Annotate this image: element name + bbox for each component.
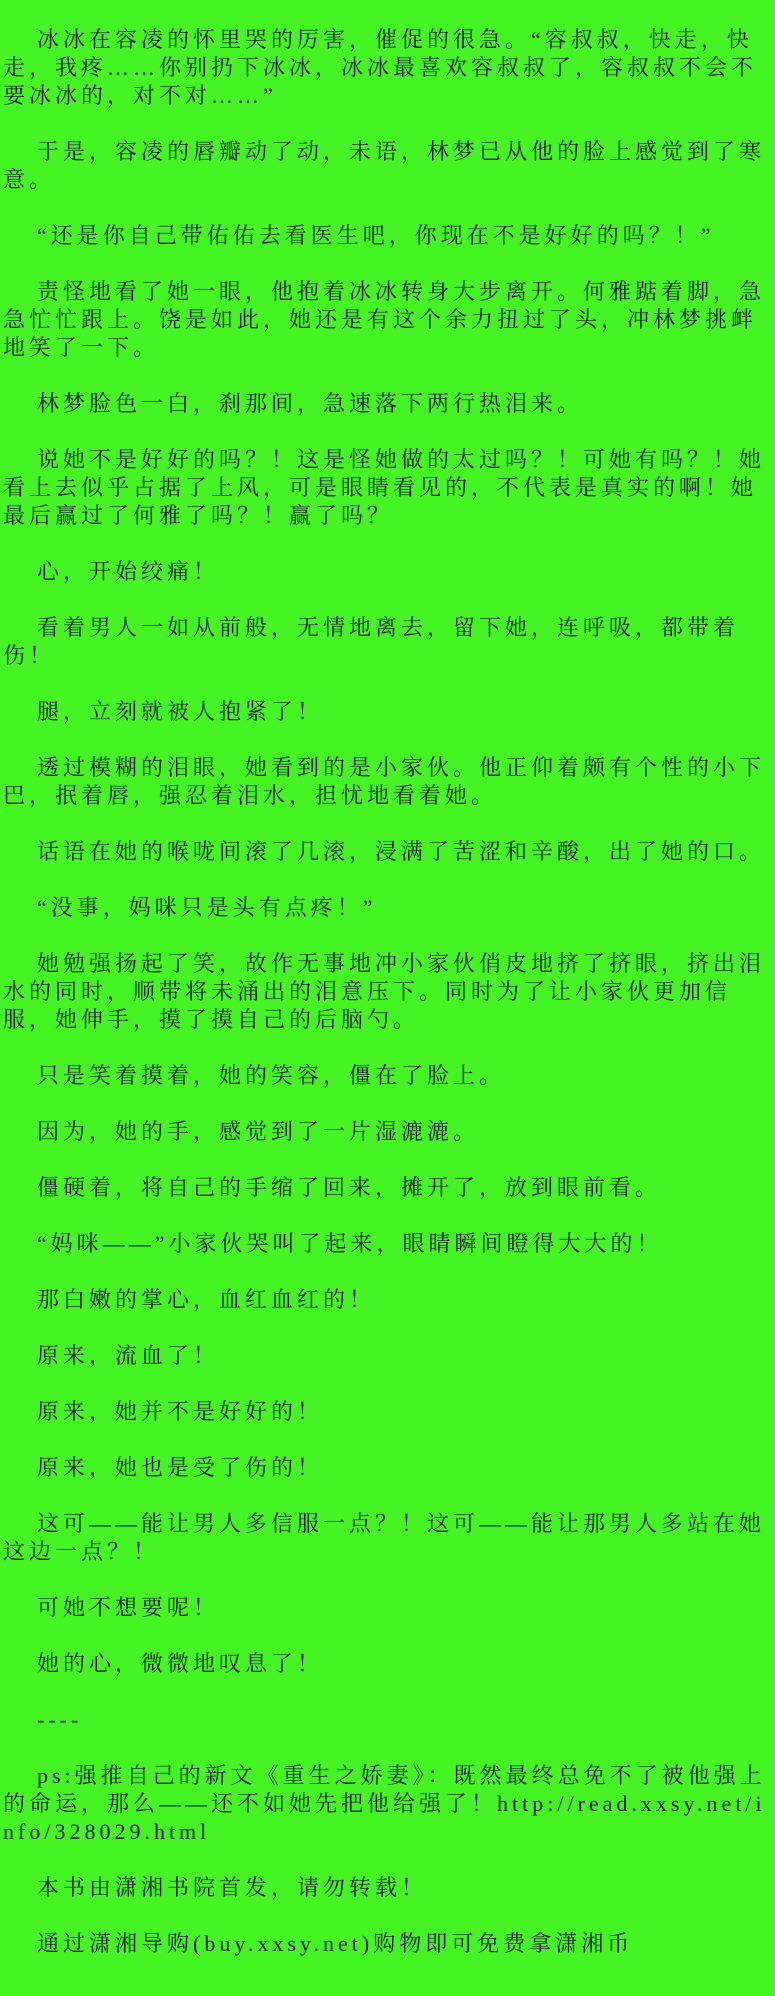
- paragraph: 通过潇湘导购(buy.xxsy.net)购物即可免费拿潇湘币: [37, 1931, 634, 1956]
- paragraph: “没事，妈咪只是头有点疼！”: [37, 895, 377, 920]
- paragraph: 原来，她并不是好好的！: [37, 1399, 324, 1424]
- paragraph: ----: [37, 1707, 83, 1732]
- paragraph: 那白嫩的掌心，血红血红的！: [37, 1287, 376, 1312]
- paragraph: “妈咪——”小家伙哭叫了起来，眼睛瞬间瞪得大大的！: [37, 1231, 663, 1256]
- paragraph: 她的心，微微地叹息了！: [37, 1651, 324, 1676]
- paragraph: 原来，流血了！: [37, 1343, 220, 1368]
- paragraph: 可她不想要呢！: [37, 1595, 220, 1620]
- paragraph: “还是你自己带佑佑去看医生吧，你现在不是好好的吗？！”: [37, 223, 715, 248]
- paragraph: 透过模糊的泪眼，她看到的是小家伙。他正仰着颇有个性的小下巴，抿着唇，强忍着泪水，担忧地看着她。: [3, 755, 766, 808]
- paragraph: 话语在她的喉咙间滚了几滚，浸满了苦涩和辛酸，出了她的口。: [37, 839, 766, 864]
- paragraph: 冰冰在容凌的怀里哭的厉害，催促的很急。“容叔叔，快走，快走，我疼……你别扔下冰冰，冰冰最喜欢容叔叔了，容叔叔不会不要冰冰的，对不对……”: [3, 27, 758, 108]
- paragraph: 僵硬着，将自己的手缩了回来，摊开了，放到眼前看。: [37, 1175, 662, 1200]
- paragraph: 责怪地看了她一眼，他抱着冰冰转身大步离开。何雅踮着脚，急急忙忙跟上。饶是如此，她还是有这个余力扭过了头，冲林梦挑衅地笑了一下。: [3, 279, 766, 360]
- paragraph: 心，开始绞痛！: [37, 559, 220, 584]
- paragraph: 于是，容凌的唇瓣动了动，未语，林梦已从他的脸上感觉到了寒意。: [3, 139, 766, 192]
- paragraph: 只是笑着摸着，她的笑容，僵在了脸上。: [37, 1063, 506, 1088]
- paragraph: 这可——能让男人多信服一点？！这可——能让那男人多站在她这边一点？！: [3, 1511, 766, 1564]
- paragraph: 原来，她也是受了伤的！: [37, 1455, 324, 1480]
- paragraph: 本书由潇湘书院首发，请勿转载！: [37, 1875, 428, 1900]
- paragraph: 说她不是好好的吗？！这是怪她做的太过吗？！可她有吗？！她看上去似乎占据了上风，可是眼睛看见的，不代表是真实的啊！她最后赢过了何雅了吗？！赢了吗？: [3, 447, 766, 528]
- paragraph: ps:强推自己的新文《重生之娇妻》：既然最终总免不了被他强上的命运，那么——还不如她先把他给强了！http://read.xxsy.net/info/328029.html: [3, 1763, 766, 1844]
- paragraph: 腿，立刻就被人抱紧了！: [37, 699, 324, 724]
- paragraph: 她勉强扬起了笑，故作无事地冲小家伙俏皮地挤了挤眼，挤出泪水的同时，顺带将未涌出的泪意压下。同时为了让小家伙更加信服，她伸手，摸了摸自己的后脑勺。: [3, 951, 766, 1032]
- paragraph: 因为，她的手，感觉到了一片湿漉漉。: [37, 1119, 480, 1144]
- paragraph: 看着男人一如从前般，无情地离去，留下她，连呼吸，都带着伤！: [3, 615, 740, 668]
- paragraph: 林梦脸色一白，刹那间，急速落下两行热泪来。: [37, 391, 584, 416]
